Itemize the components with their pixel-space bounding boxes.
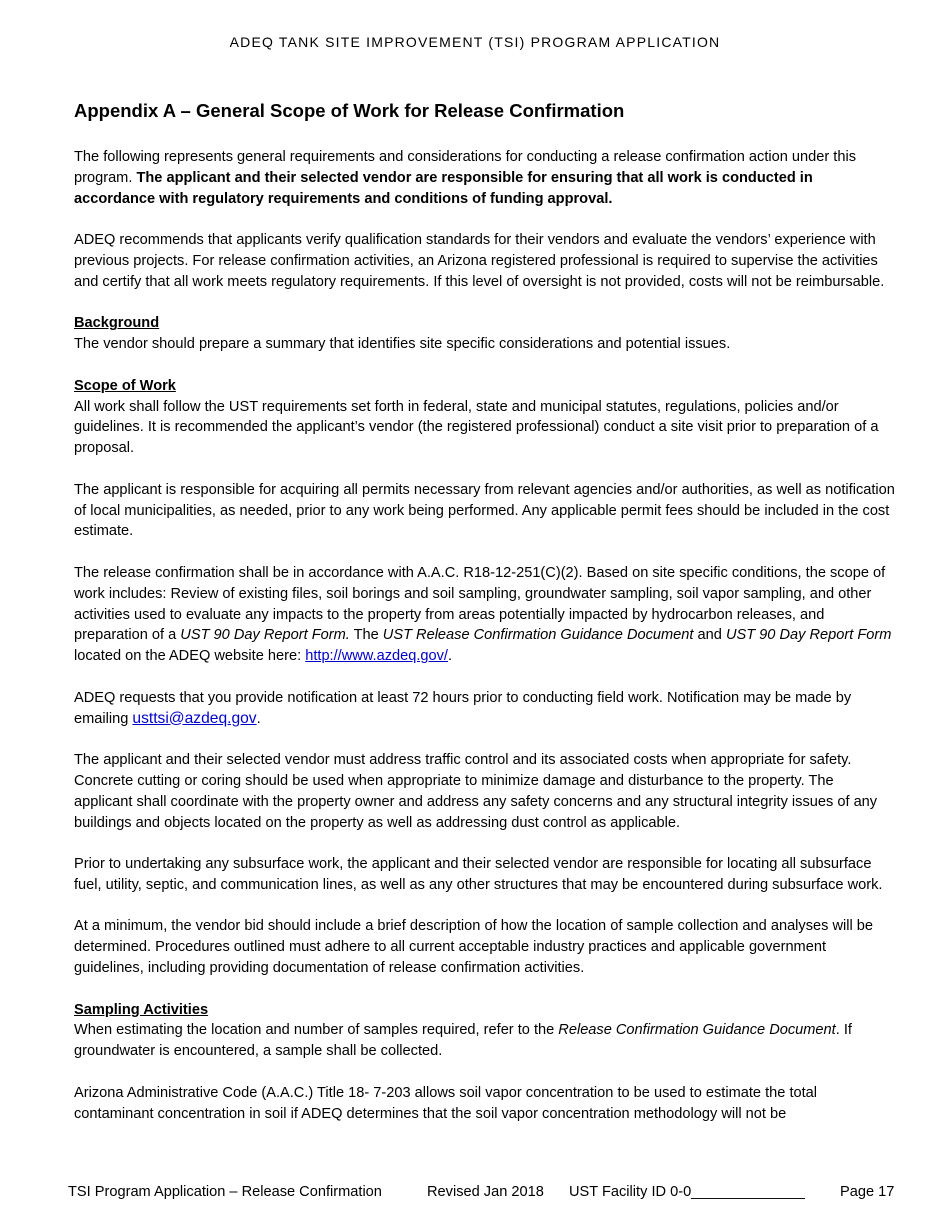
scope-text: All work shall follow the UST requirements set forth in federal, state and municipal statutes, regulations, policies and/or guidelines. It is recommended the applicant’s vendor (the registered professional) conduct a site visit prior to preparation of a proposal. [74,398,879,457]
release-italic-3: UST 90 Day Report Form [725,627,892,644]
notification-paragraph [74,688,896,730]
release-italic-2: UST Release Confirmation Guidance Document [382,627,694,644]
page-footer [68,1182,898,1204]
permits-paragraph: The applicant is responsible for acquiring all permits necessary from relevant agencies and/or authorities, as well as notification of local municipalities, as needed, prior to any work being performed. Any applicable permit fees should be included in the cost estimate. [74,481,895,540]
recommendation-paragraph: ADEQ recommends that applicants verify qualification standards for their vendors and evaluate the vendors’ experience with previous projects. For release confirmation activities, an Arizona registered professional is required to supervise the activities and certify that all work meets regulatory requirements. If this level of oversight is not provided, costs will not be reimbursable. [74,232,885,290]
release-italic-1: UST 90 Day Report Form. [180,627,350,644]
sampling-text-2: . If groundwater is encountered, a sample shall be collected. [74,1022,852,1060]
adeq-website-link[interactable]: http://www.azdeq.gov/ [305,648,448,665]
release-text-5: . [448,648,453,665]
background-text: The vendor should prepare a summary that identifies site specific considerations and potential issues. [74,336,731,353]
document-body [74,98,896,1145]
page-title: Appendix A – General Scope of Work for Release Confirmation [74,100,625,121]
footer-page-number: Page 17 [840,1184,895,1200]
notification-text: ADEQ requests that you provide notification at least 72 hours prior to conducting field work. Notification may be made by emailing [74,689,852,727]
intro-bold-text: The applicant and their selected vendor are responsible for ensuring that all work is conducted in accordance with regulatory requirements and conditions of funding approval. [74,169,813,207]
running-header: ADEQ TANK SITE IMPROVEMENT (TSI) PROGRAM APPLICATION [229,34,721,50]
release-text-1: The release confirmation shall be in accordance with A.A.C. R18-12-251(C)(2). Based on site specific conditions, the scope of work includes: Review of existing files, soil borings and soil sampling, groundwater sampling, soil vapor sampling, and other activities used to evaluate any impacts to the property from areas potentially impacted by hydrocarbon releases, and preparation of a [74,564,886,644]
release-text-3: and [693,627,726,644]
sampling-section [74,1000,896,1062]
footer-program: TSI Program Application – Release Confirmation [68,1184,382,1200]
sampling-italic: Release Confirmation Guidance Document [558,1022,836,1039]
email-link[interactable]: usttsi@azdeq.gov [132,709,257,727]
sampling-text-1: When estimating the location and number of samples required, refer to the [74,1022,559,1039]
release-text-2: The [349,627,383,644]
release-text-4: located on the ADEQ website here: [74,648,306,665]
background-section [74,313,896,355]
scope-heading: Scope of Work [74,377,176,394]
aac-paragraph: Arizona Administrative Code (A.A.C.) Title 18- 7-203 allows soil vapor concentration to be used to estimate the total contaminant concentration in soil if ADEQ determines that the soil vapor concentration methodology will not be [74,1084,818,1122]
intro-text: The following represents general requirements and considerations for conducting a release confirmation action under this program. [74,149,857,186]
release-form-group [180,627,383,643]
release-paragraph [74,563,896,667]
footer-revised: Revised Jan 2018 [427,1184,544,1200]
scope-section [74,376,896,459]
sampling-heading: Sampling Activities [74,1001,209,1018]
bid-paragraph: At a minimum, the vendor bid should include a brief description of how the location of sample collection and analyses will be determined. Procedures outlined must adhere to all current acceptable industry practices and applicable government guidelines, including providing documentation of release confirmation activities. [74,918,874,977]
notification-end: . [256,710,261,727]
background-heading: Background [74,315,160,332]
traffic-paragraph: The applicant and their selected vendor must address traffic control and its associated costs when appropriate for safety. Concrete cutting or coring should be used when appropriate to minimize damage and disturbance to the property. The applicant shall coordinate with the property owner and address any safety concerns and any structural integrity issues of any buildings and objects located on the property as well as addressing dust control as applicable. [74,752,878,831]
footer-facility-id: UST Facility ID 0-0______________ [569,1184,805,1200]
subsurface-paragraph: Prior to undertaking any subsurface work, the applicant and their selected vendor are responsible for locating all subsurface fuel, utility, septic, and communication lines, as well as any other structures that may be encountered during subsurface work. [74,856,883,893]
intro-paragraph [74,147,896,209]
